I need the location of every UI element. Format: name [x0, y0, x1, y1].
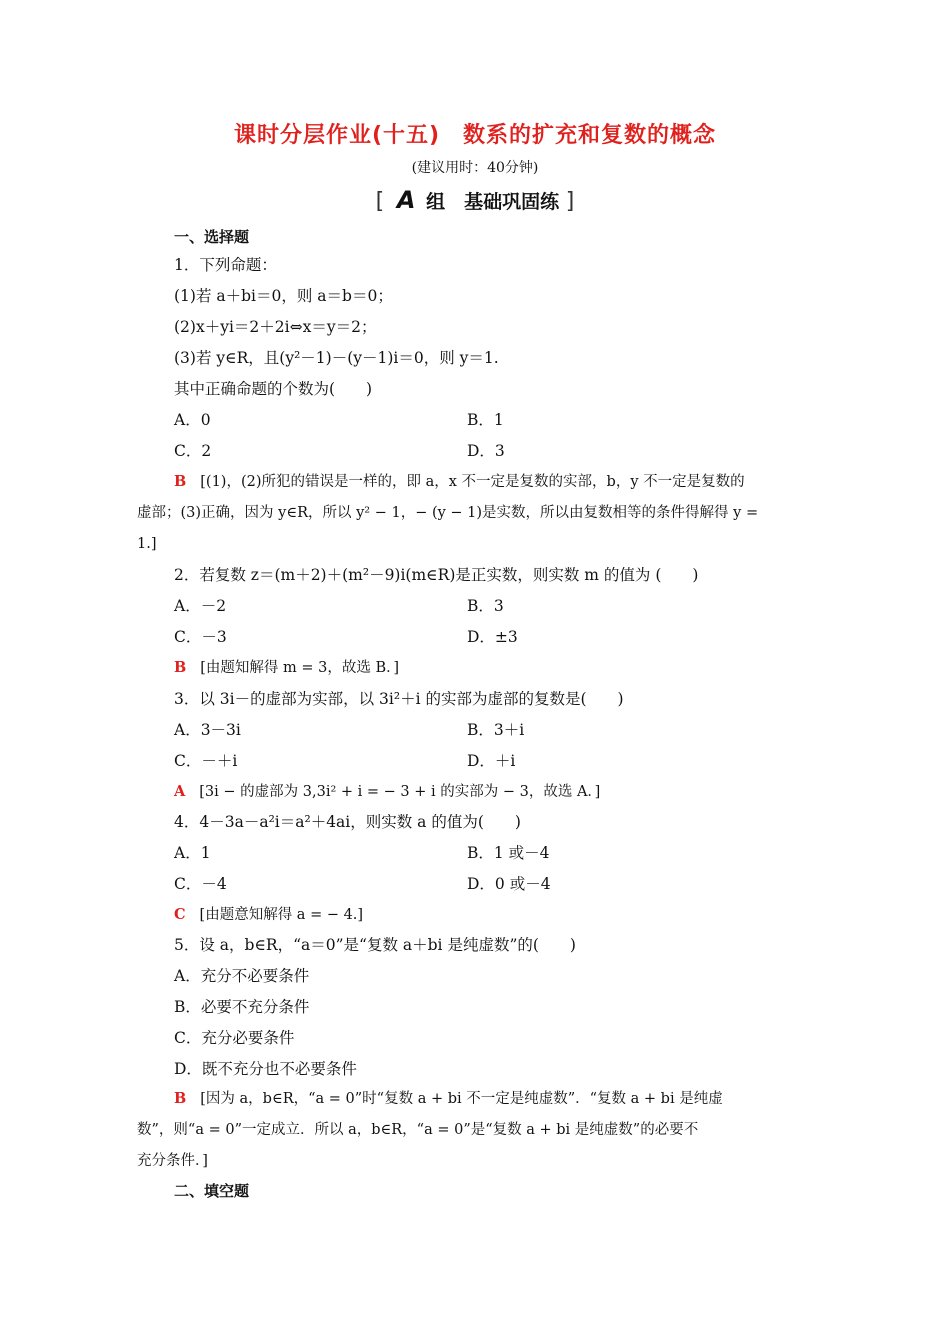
q4-option-a: A．1: [174, 844, 211, 862]
q3-explanation: A [3i − 的虚部为 3,3i² + i = − 3 + i 的实部为 − 3，故选 A．]: [174, 783, 601, 800]
q3-stem: 3．以 3i－的虚部为实部，以 3i²＋i 的实部为虚部的复数是( ): [174, 690, 624, 708]
q1-prop-3: (3)若 y∈R，且(y²－1)－(y－1)i＝0，则 y＝1.: [174, 349, 499, 367]
q4-explanation: C [由题意知解得 a = − 4.]: [174, 906, 364, 923]
q4-option-b: B．1 或－4: [467, 844, 550, 862]
q5-stem: 5．设 a，b∈R，“a＝0”是“复数 a＋bi 是纯虚数”的( ): [174, 936, 576, 954]
q5-explanation-line-2: 数”，则“a = 0”一定成立．所以 a，b∈R，“a = 0”是“复数 a + bi 是纯虚数”的必要不: [137, 1122, 699, 1138]
section-choice: 一、选择题: [174, 228, 250, 246]
section-fill: 二、填空题: [174, 1182, 250, 1200]
q3-answer: A: [174, 783, 186, 800]
q1-prop-2: (2)x＋yi＝2＋2i⇔x＝y＝2；: [174, 318, 377, 336]
q5-option-c: C．充分必要条件: [174, 1029, 295, 1047]
q3-option-d: D．＋i: [467, 752, 516, 770]
q2-option-d: D．±3: [467, 628, 518, 646]
q3-option-c: C．－＋i: [174, 752, 238, 770]
q5-option-a: A．充分不必要条件: [174, 967, 310, 985]
q2-option-b: B．3: [467, 597, 504, 615]
q5-option-d: D．既不充分也不必要条件: [174, 1060, 357, 1078]
group-heading: [0, 186, 950, 214]
q1-answer: B: [174, 473, 187, 490]
q1-stem: 1．下列命题：: [174, 256, 277, 274]
q5-answer: B: [174, 1090, 187, 1107]
q2-explanation: B [由题知解得 m = 3，故选 B．]: [174, 659, 400, 676]
q1-option-c: C．2: [174, 442, 212, 460]
q2-option-a: A．－2: [174, 597, 227, 615]
bracket-open: [: [375, 189, 385, 214]
q2-option-c: C．－3: [174, 628, 227, 646]
q1-option-a: A．0: [174, 411, 211, 429]
bracket-close: ]: [565, 189, 575, 214]
q5-option-b: B．必要不充分条件: [174, 998, 310, 1016]
q1-explanation-line-1: B [(1)，(2)所犯的错误是一样的，即 a，x 不一定是复数的实部，b，y 不一定是复数的: [174, 473, 745, 490]
q2-stem: 2．若复数 z＝(m＋2)＋(m²－9)i(m∈R)是正实数，则实数 m 的值为 ( ): [174, 566, 699, 584]
q4-option-c: C．－4: [174, 875, 227, 893]
q4-stem: 4．4－3a－a²i＝a²＋4ai，则实数 a 的值为( ): [174, 813, 521, 831]
q5-explanation-line-1: B [因为 a，b∈R，“a = 0”时“复数 a + bi 不一定是纯虚数”．“复数 a + bi 是纯虚: [174, 1090, 723, 1107]
page-title: 课时分层作业(十五) 数系的扩充和复数的概念: [233, 123, 717, 148]
q1-option-d: D．3: [467, 442, 505, 460]
q4-answer: C: [174, 906, 186, 923]
group-label: 组 基础巩固练: [426, 191, 560, 213]
q3-option-b: B．3＋i: [467, 721, 525, 739]
q1-explanation-line-2: 虚部；(3)正确，因为 y∈R，所以 y² − 1，− (y − 1)是实数，所以由复数相等的条件得解得 y =: [137, 505, 759, 521]
q1-prop-1: (1)若 a＋bi＝0，则 a＝b＝0；: [174, 287, 393, 305]
suggested-time: (建议用时：40分钟): [411, 160, 539, 176]
q1-option-b: B．1: [467, 411, 504, 429]
q4-option-d: D．0 或－4: [467, 875, 551, 893]
q3-option-a: A．3－3i: [174, 721, 241, 739]
q1-ask: 其中正确命题的个数为( ): [174, 380, 373, 398]
q1-explanation-line-3: 1.]: [137, 536, 157, 552]
q5-explanation-line-3: 充分条件．]: [137, 1153, 208, 1169]
group-letter: A: [396, 186, 416, 214]
q2-answer: B: [174, 659, 187, 676]
